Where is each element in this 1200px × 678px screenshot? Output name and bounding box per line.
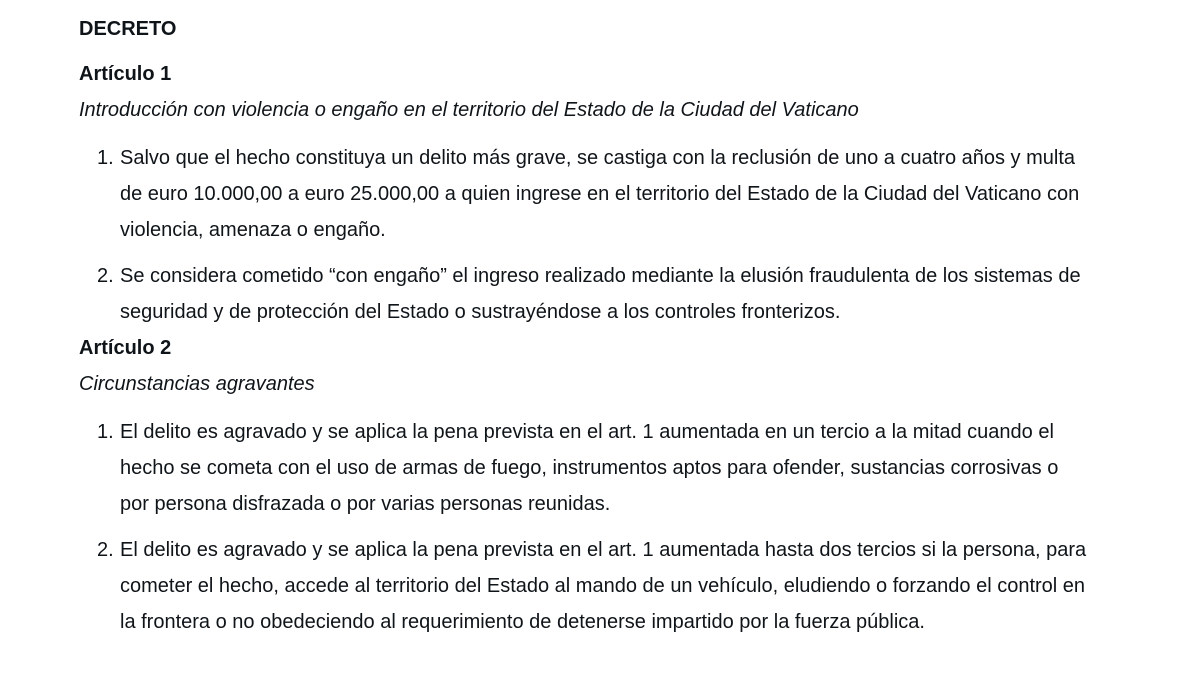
document-title: DECRETO (79, 18, 177, 40)
clause-number: 1. (97, 147, 114, 169)
clause-text: Salvo que el hecho constituya un delito más grave, se castiga con la reclusión de uno a cuatro años y multa de euro 10.000,00 a euro 25.000,00 a quien ingrese en el territorio del Estado de la Ciudad del Vaticano con violencia, amenaza o engaño. (120, 147, 1080, 241)
clause-text: El delito es agravado y se aplica la pena prevista en el art. 1 aumentada en un tercio a la mitad cuando el hecho se cometa con el uso de armas de fuego, instrumentos aptos para ofender, sustancias corrosivas o por persona disfrazada o por varias personas reunidas. (120, 421, 1059, 515)
clause-list (79, 140, 1089, 330)
clause-number: 2. (97, 539, 114, 561)
clause-list (79, 414, 1089, 640)
article-subtitle: Circunstancias agravantes (79, 373, 315, 395)
article-1 (79, 60, 1089, 330)
article-subtitle: Introducción con violencia o engaño en el territorio del Estado de la Ciudad del Vaticano (79, 99, 859, 121)
clause-item (79, 140, 1089, 248)
clause-number: 2. (97, 265, 114, 287)
clause-number: 1. (97, 421, 114, 443)
article-title: Artículo 1 (79, 63, 172, 85)
clause-text: Se considera cometido “con engaño” el ingreso realizado mediante la elusión fraudulenta de los sistemas de seguridad y de protección del Estado o sustrayéndose a los controles fronterizos. (120, 265, 1081, 323)
article-title: Artículo 2 (79, 337, 172, 359)
article-2 (79, 334, 1089, 640)
clause-text: El delito es agravado y se aplica la pena prevista en el art. 1 aumentada hasta dos tercios si la persona, para cometer el hecho, accede al territorio del Estado al mando de un vehículo, eludiendo o forzando el control en la frontera o no obedeciendo al requerimiento de detenerse impartido por la fuerza pública. (120, 539, 1087, 633)
clause-item (79, 532, 1089, 640)
clause-item (79, 414, 1089, 522)
clause-item (79, 258, 1089, 330)
